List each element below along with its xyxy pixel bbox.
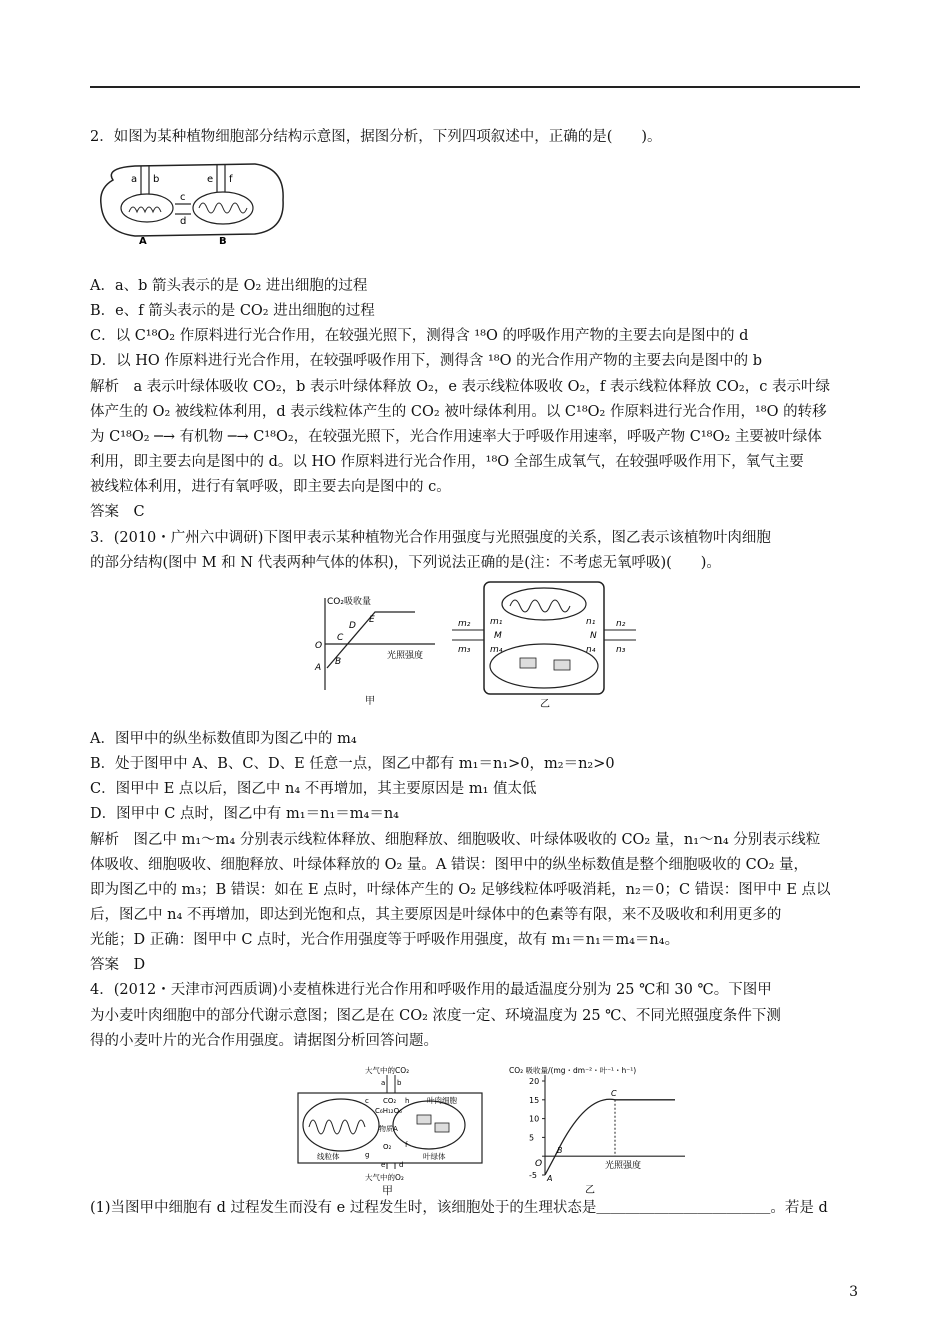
svg-text:C: C [337,633,344,643]
y-axis-label: CO₂ 吸收量/(mg・dm⁻²・叶⁻¹・h⁻¹) [509,1066,637,1075]
q3-option-d: D．图甲中 C 点时，图乙中有 m₁＝n₁＝m₄＝n₄ [90,806,399,822]
svg-text:m₄: m₄ [490,645,503,655]
q2-answer: 答案 C [90,504,145,520]
cristae [199,203,247,213]
y-tick-label: -5 [529,1171,537,1180]
point-A-label: A [547,1174,553,1183]
svg-text:线粒体: 线粒体 [317,1152,340,1161]
svg-text:C₆H₁₂O₆: C₆H₁₂O₆ [375,1107,402,1115]
cell-outline [101,164,283,236]
q2-option-b: B．e、f 箭头表示的是 CO₂ 进出细胞的过程 [90,303,375,319]
q3-analysis-3: 即为图乙中的 m₃；B 错误：如在 E 点时，叶绿体产生的 O₂ 足够线粒体呼吸消耗，n₂＝0；C 错误：图甲中 E 点以 [90,882,831,898]
svg-text:大气中的CO₂: 大气中的CO₂ [365,1066,410,1075]
svg-text:O: O [315,641,323,651]
q2-analysis-1: 解析 a 表示叶绿体吸收 CO₂，b 表示叶绿体释放 O₂，e 表示线粒体吸收 O₂，f 表示线粒体释放 CO₂，c 表示叶绿 [90,379,830,395]
point-C-label: C [611,1088,617,1098]
q3-analysis-1: 解析 图乙中 m₁～m₄ 分别表示线粒体释放、细胞释放、细胞吸收、叶绿体吸收的 CO₂ 量，n₁～n₄ 分别表示线粒 [90,832,821,848]
q3-option-c: C．图甲中 E 点以后，图乙中 n₄ 不再增加，其主要原因是 m₁ 值太低 [90,781,537,797]
svg-text:d: d [399,1161,404,1169]
svg-text:c: c [365,1097,369,1105]
svg-text:n₄: n₄ [586,645,596,655]
thylakoid-stack [129,207,161,212]
q3-analysis-5: 光能；D 正确：图甲中 C 点时，光合作用强度等于呼吸作用强度，故有 m₁＝n₁＝m₄＝n₄。 [90,932,680,948]
q4-sub1: (1)当图甲中细胞有 d 过程发生而没有 e 过程发生时，该细胞处于的生理状态是＿＿＿＿＿＿＿＿＿＿＿＿。若是 d [90,1200,828,1216]
svg-text:b: b [397,1079,402,1087]
q2-analysis-5: 被线粒体利用，进行有氧呼吸，即主要去向是图中的 c。 [90,479,451,495]
point-B-label: B [557,1146,563,1156]
svg-text:e: e [381,1161,386,1169]
q3-figure-jia [305,590,440,708]
header-rule [90,86,860,88]
q3-stem-1: 3．(2010・广州六中调研)下图甲表示某种植物光合作用强度与光照强度的关系，图乙表示该植物叶肉细胞 [90,530,771,546]
svg-text:B: B [335,657,342,667]
label-b: b [153,174,160,185]
x-axis-label: 光照强度 [605,1161,642,1172]
q3-stem-2: 的部分结构(图中 M 和 N 代表两种气体的体积)，下列说法正确的是(注：不考虑无氧呼吸)( )。 [90,555,721,571]
label-f: f [229,174,233,185]
label-d: d [180,216,187,227]
svg-text:E: E [369,615,375,625]
svg-text:CO₂吸收量: CO₂吸收量 [327,597,371,607]
mito [303,1099,379,1151]
svg-text:N: N [590,631,597,641]
q4-figure-yi-chart [505,1063,695,1195]
q3-answer: 答案 D [90,957,146,973]
origin-label: O [535,1159,543,1170]
svg-text:h: h [405,1097,410,1105]
q2-option-c: C．以 C¹⁸O₂ 作原料进行光合作用，在较强光照下，测得含 ¹⁸O 的呼吸作用产物的主要去向是图中的 d [90,328,749,344]
svg-text:m₁: m₁ [490,617,503,627]
q4-stem-1: 4．(2012・天津市河西质调)小麦植株进行光合作用和呼吸作用的最适温度分别为 25 ℃和 30 ℃。下图甲 [90,982,772,998]
q4-jia-caption: 甲 [382,1184,393,1197]
svg-text:叶绿体: 叶绿体 [423,1152,446,1161]
q2-analysis-4: 利用，即主要去向是图中的 d。以 HO 作原料进行光合作用，¹⁸O 全部生成氧气，在较强呼吸作用下，氧气主要 [90,454,804,470]
q2-figure [95,160,290,248]
svg-text:a: a [381,1079,386,1087]
label-A: A [139,236,147,247]
mitochondrion [502,588,586,620]
svg-text:g: g [365,1151,370,1159]
label-e: e [207,174,214,185]
y-tick-label: 10 [529,1114,540,1124]
q2-stem: 2．如图为某种植物细胞部分结构示意图，据图分析，下列四项叙述中，正确的是( )。 [90,129,662,145]
y-tick-label: 20 [529,1077,540,1086]
svg-text:m₂: m₂ [458,619,471,629]
svg-text:M: M [494,631,502,641]
q3-analysis-2: 体吸收、细胞吸收、细胞释放、叶绿体释放的 O₂ 量。A 错误：图甲中的纵坐标数值是整个细胞吸收的 CO₂ 量， [90,857,809,873]
q4-figure-jia [295,1063,485,1181]
q2-analysis-3: 为 C¹⁸O₂ ─→ 有机物 ─→ C¹⁸O₂，在较强光照下，光合作用速率大于呼吸作用速率，呼吸产物 C¹⁸O₂ 主要被叶绿体 [90,429,822,445]
q2-option-d: D．以 HO 作原料进行光合作用，在较强呼吸作用下，测得含 ¹⁸O 的光合作用产物的主要去向是图中的 b [90,353,762,369]
yi-caption: 乙 [585,1185,595,1195]
svg-text:A: A [315,663,322,673]
y-tick-label: 15 [529,1095,540,1105]
label-B: B [219,236,227,247]
page-number: 3 [849,1284,858,1300]
q3-figure-yi [450,580,640,710]
label-a: a [131,174,138,185]
y-tick-label: 5 [529,1133,535,1143]
svg-text:n₃: n₃ [616,645,626,655]
svg-text:叶肉细胞: 叶肉细胞 [427,1096,457,1105]
svg-text:n₂: n₂ [616,619,626,629]
svg-text:n₁: n₁ [586,617,596,627]
q3-analysis-4: 后，图乙中 n₄ 不再增加，即达到光饱和点，其主要原因是叶绿体中的色素等有限，来不及吸收和利用更多的 [90,907,782,923]
yi-caption: 乙 [540,699,550,710]
q2-option-a: A．a、b 箭头表示的是 O₂ 进出细胞的过程 [90,278,368,294]
svg-text:m₃: m₃ [458,645,471,655]
svg-text:光照强度: 光照强度 [387,651,424,661]
svg-text:D: D [349,621,356,631]
svg-text:f: f [405,1141,408,1149]
jia-caption: 甲 [365,696,375,707]
q2-analysis-2: 体产生的 O₂ 被线粒体利用，d 表示线粒体产生的 CO₂ 被叶绿体利用。以 C¹⁸O₂ 作原料进行光合作用，¹⁸O 的转移 [90,404,827,420]
svg-text:CO₂: CO₂ [383,1097,397,1105]
label-c: c [180,192,186,203]
q3-option-b: B．处于图甲中 A、B、C、D、E 任意一点，图乙中都有 m₁＝n₁>0，m₂＝n₂>0 [90,756,615,772]
chloroplast [490,644,598,688]
svg-text:物质A: 物质A [379,1125,398,1133]
chloro [393,1101,465,1149]
q4-stem-3: 得的小麦叶片的光合作用强度。请据图分析回答问题。 [90,1033,438,1049]
q4-stem-2: 为小麦叶肉细胞中的部分代谢示意图；图乙是在 CO₂ 浓度一定、环境温度为 25 ℃、不同光照强度条件下测 [90,1008,781,1024]
cell-box [484,582,604,694]
svg-text:O₂: O₂ [383,1143,392,1151]
svg-text:大气中的O₂: 大气中的O₂ [365,1173,404,1181]
q3-option-a: A．图甲中的纵坐标数值即为图乙中的 m₄ [90,731,357,747]
